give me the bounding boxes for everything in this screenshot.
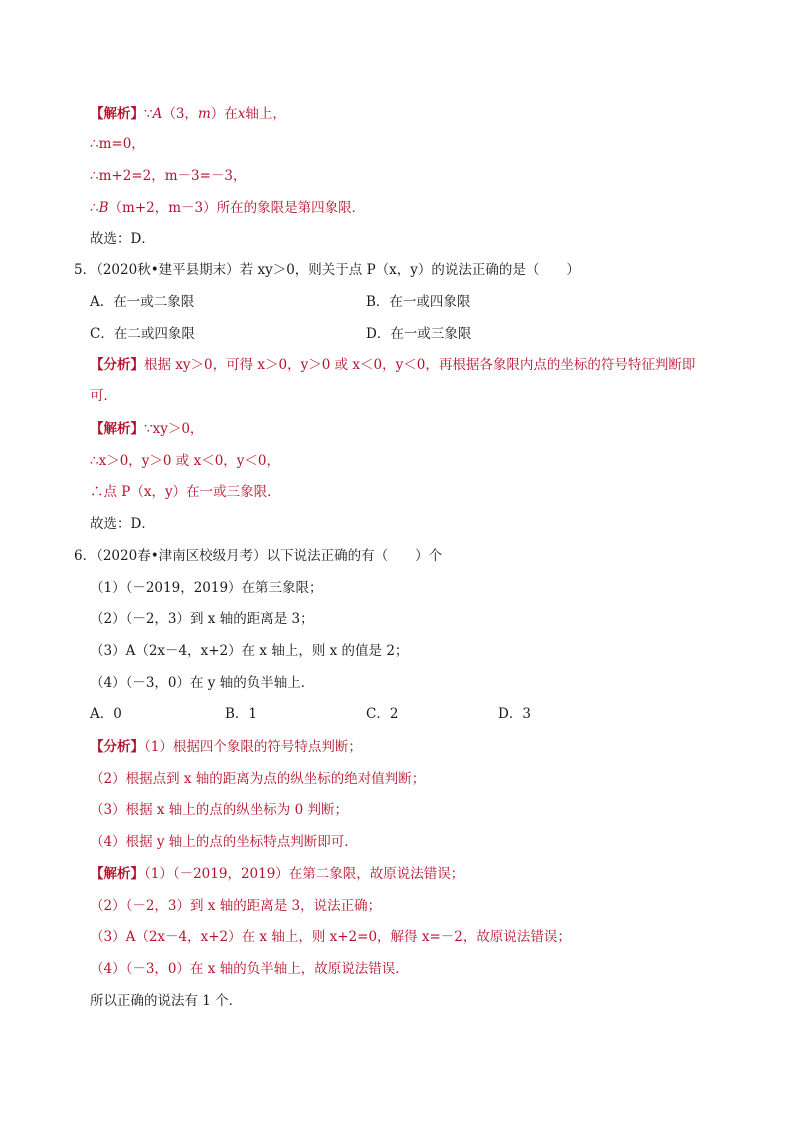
- q6-fenxi-line-2: （2）根据点到 x 轴的距离为点的纵坐标的绝对值判断；: [90, 771, 426, 787]
- q6-stem: 6．（2020春•津南区校级月考）以下说法正确的有（ ）个: [74, 548, 443, 564]
- fenxi-tag: 【分析】: [90, 357, 144, 373]
- q6-item-2: （2）（－2，3）到 x 轴的距离是 3；: [90, 611, 314, 627]
- q5-answer: 故选：D．: [90, 516, 155, 532]
- q6-fenxi-line-3: （3）根据 x 轴上的点的纵坐标为 0 判断；: [90, 802, 348, 818]
- q5-option-b: B．在一或四象限: [366, 294, 471, 310]
- q6-fenxi-line-1: 【分析】（1）根据四个象限的符号特点判断；: [90, 739, 362, 755]
- q6-option-b: B．1: [225, 706, 258, 722]
- q4-answer: 故选：D．: [90, 231, 155, 247]
- q4-jiexi-line-4: ∴B（m+2，m－3）所在的象限是第四象限．: [90, 200, 366, 216]
- q5-option-c: C．在二或四象限: [90, 326, 195, 342]
- q6-item-3: （3）A（2x－4，x+2）在 x 轴上，则 x 的值是 2；: [90, 643, 409, 659]
- q5-fenxi-line-2: 可．: [90, 388, 117, 404]
- q4-jiexi-line-2: ∴m=0，: [90, 136, 145, 152]
- jiexi-tag: 【解析】: [90, 106, 144, 122]
- jiexi-tag: 【解析】: [90, 421, 144, 437]
- q6-jiexi-line-3: （3）A（2x－4，x+2）在 x 轴上，则 x+2=0，解得 x=－2，故原说法错误；: [90, 929, 571, 945]
- q6-item-4: （4）（－3，0）在 y 轴的负半轴上．: [90, 675, 315, 691]
- q5-jiexi-line-3: ∴点 P（x，y）在一或三象限．: [90, 484, 281, 500]
- q5-stem: 5．（2020秋•建平县期末）若 xy＞0，则关于点 P（x，y）的说法正确的是（ ）: [74, 262, 580, 278]
- q6-jiexi-line-4: （4）（－3，0）在 x 轴的负半轴上，故原说法错误．: [90, 961, 409, 977]
- q6-option-a: A．0: [90, 706, 122, 722]
- q6-option-c: C．2: [366, 706, 399, 722]
- q6-fenxi-line-4: （4）根据 y 轴上的点的坐标特点判断即可．: [90, 834, 358, 850]
- q5-fenxi-line-1: 【分析】根据 xy＞0，可得 x＞0，y＞0 或 x＜0，y＜0，再根据各象限内点的坐标的符号特征判断即: [90, 357, 696, 373]
- q5-option-d: D．在一或三象限: [366, 326, 472, 342]
- q5-jiexi-line-1: 【解析】∵xy＞0，: [90, 421, 204, 437]
- q4-jiexi-line-3: ∴m+2=2，m－3=－3，: [90, 168, 247, 184]
- q6-item-1: （1）（－2019，2019）在第三象限；: [90, 580, 323, 596]
- q6-option-d: D．3: [498, 706, 531, 722]
- q6-jiexi-line-1: 【解析】（1）（－2019，2019）在第二象限，故原说法错误；: [90, 866, 465, 882]
- q5-jiexi-line-2: ∴x＞0，y＞0 或 x＜0，y＜0，: [90, 453, 281, 469]
- q6-jiexi-line-2: （2）（－2，3）到 x 轴的距离是 3，说法正确；: [90, 898, 382, 914]
- fenxi-tag: 【分析】: [90, 739, 144, 755]
- q5-option-a: A．在一或二象限: [90, 294, 195, 310]
- q4-jiexi-line-1: 【解析】∵A（3，m）在x轴上，: [90, 106, 286, 122]
- q6-conclusion: 所以正确的说法有 1 个．: [90, 993, 243, 1009]
- jiexi-tag: 【解析】: [90, 866, 144, 882]
